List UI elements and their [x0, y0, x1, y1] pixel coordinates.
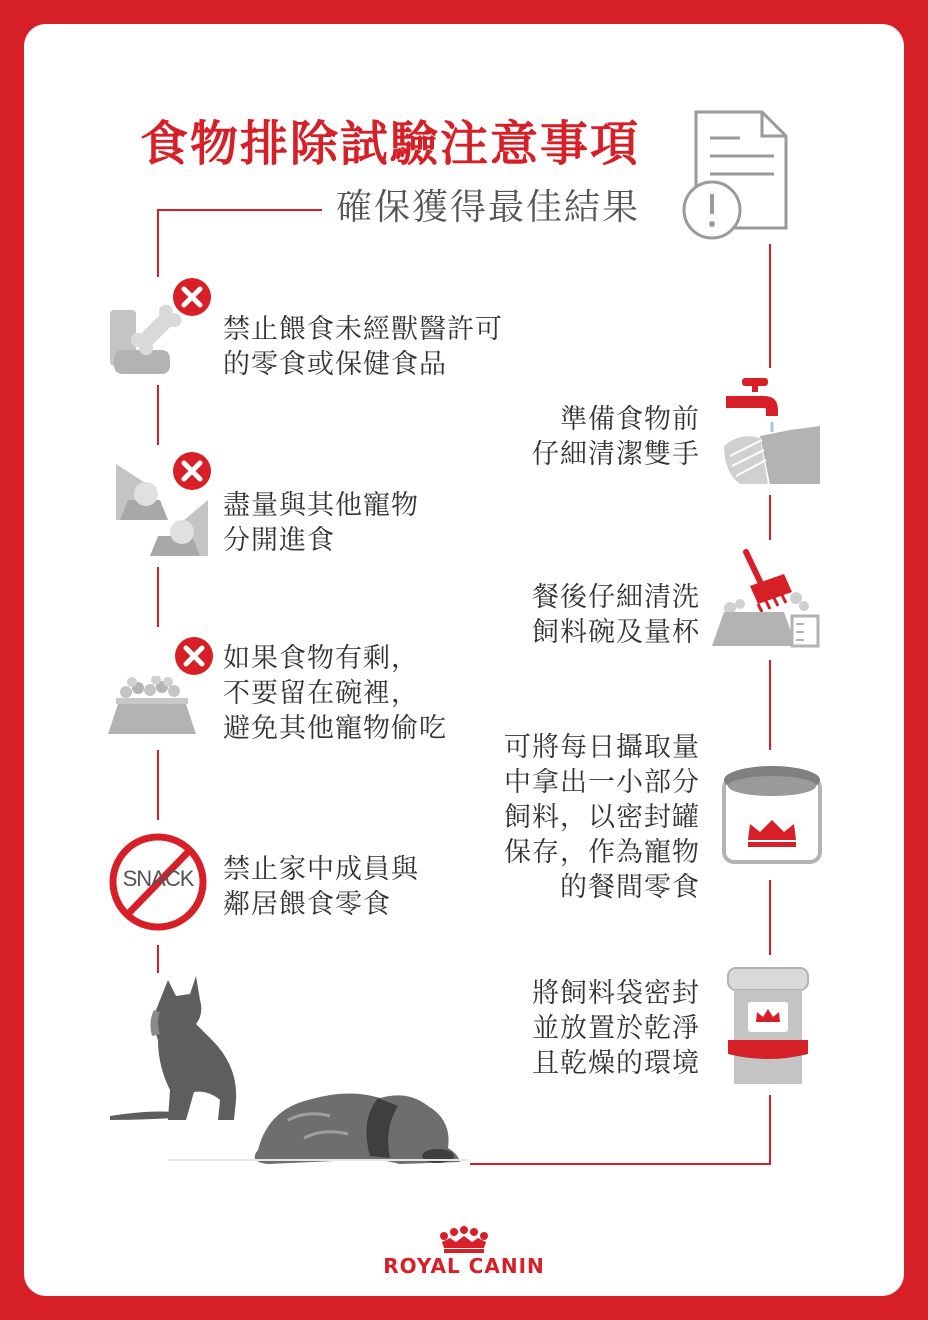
snack-label: SNACK: [122, 866, 194, 891]
prohibited-x-icon: [172, 277, 212, 317]
connector-left-2: [157, 385, 159, 445]
document-alert-icon: [678, 108, 792, 240]
left-item-2-text: 盡量與其他寵物 分開進食: [223, 490, 419, 557]
connector-right-1: [769, 244, 771, 368]
connector-right-4: [769, 880, 771, 955]
right-item-2-text: 餐後仔細清洗 飼料碗及量杯: [532, 582, 700, 649]
connector-left-4: [157, 750, 159, 820]
left-item-3-text: 如果食物有剩， 不要留在碗裡， 避免其他寵物偷吃: [223, 643, 447, 745]
connector-bottom: [470, 1163, 771, 1165]
bowl-brush-icon: [708, 546, 824, 648]
sealed-jar-icon: [720, 762, 824, 866]
connector-left-5: [157, 945, 159, 973]
connector-right-2: [769, 495, 771, 540]
page-title: 食物排除試驗注意事項: [140, 116, 641, 172]
cat-and-dog-illustration: [108, 970, 468, 1170]
left-item-4-text: 禁止家中成員與 鄰居餵食零食: [223, 854, 419, 921]
right-item-4-text: 將飼料袋密封 並放置於乾淨 且乾燥的環境: [532, 978, 700, 1080]
connector-top: [157, 209, 322, 211]
right-item-3-text: 可將每日攝取量 中拿出一小部分 飼料，以密封罐 保存，作為寵物 的餐間零食: [504, 732, 700, 904]
no-snack-icon: [108, 832, 208, 932]
prohibited-x-icon: [172, 451, 212, 491]
storage-bin-icon: [726, 964, 810, 1086]
prohibited-x-icon: [174, 636, 214, 676]
food-bowl-icon: [106, 676, 198, 736]
left-item-1-text: 禁止餵食未經獸醫許可 的零食或保健食品: [223, 314, 503, 381]
hand-washing-icon: [720, 376, 822, 486]
connector-left-1: [157, 209, 159, 277]
page-subtitle: 確保獲得最佳結果: [336, 187, 641, 228]
connector-right-5: [769, 1095, 771, 1165]
right-item-1-text: 準備食物前 仔細清潔雙手: [532, 404, 700, 471]
connector-left-3: [157, 567, 159, 627]
brand-logo-text: ROYAL CANIN: [383, 1254, 545, 1278]
royal-canin-crown-icon: [438, 1226, 490, 1254]
connector-right-3: [769, 660, 771, 750]
